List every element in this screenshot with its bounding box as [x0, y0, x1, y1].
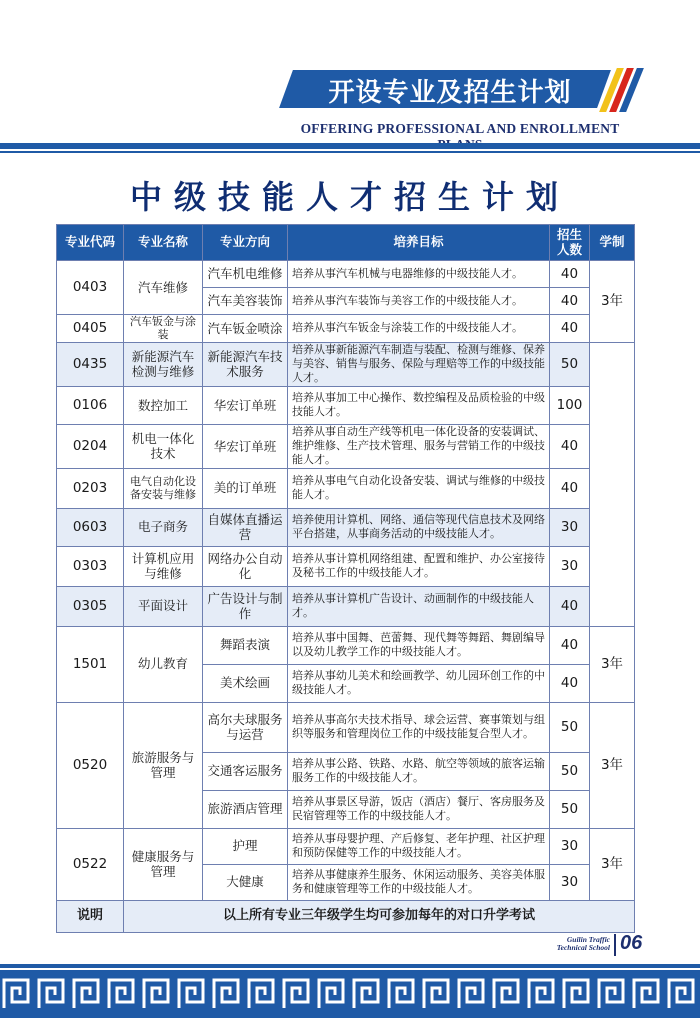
cell-direction: 网络办公自动化 [203, 546, 288, 586]
section-title: 中级技能人才招生计划 [129, 178, 570, 216]
cell-direction: 汽车钣金喷涂 [203, 315, 288, 343]
cell-quota: 40 [550, 288, 590, 315]
cell-code: 0405 [57, 315, 124, 343]
cell-name: 电气自动化设备安装与维修 [124, 468, 203, 508]
cell-quota: 40 [550, 586, 590, 626]
cell-quota: 30 [550, 546, 590, 586]
cell-goal: 培养从事汽车钣金与涂装工作的中级技能人才。 [288, 315, 550, 343]
fret-motif [529, 980, 553, 1008]
footer-school-line1: Guilin Traffic [566, 935, 610, 944]
cell-name: 汽车维修 [124, 261, 203, 315]
cell-code: 0303 [57, 546, 124, 586]
table-row [57, 626, 635, 664]
note-label: 说明 [57, 900, 124, 932]
table-row [57, 315, 635, 343]
page-title: 开设专业及招生计划 [328, 78, 572, 108]
cell-direction: 旅游酒店管理 [203, 790, 288, 828]
table-row [57, 828, 635, 864]
fret-motif [4, 980, 28, 1008]
cell-code: 0603 [57, 508, 124, 546]
cell-goal: 培养从事加工中心操作、数控编程及品质检验的中级技能人才。 [288, 386, 550, 424]
cell-code: 0203 [57, 468, 124, 508]
fret-motif [249, 980, 273, 1008]
note-text: 以上所有专业三年级学生均可参加每年的对口升学考试 [124, 900, 635, 932]
table-row [57, 702, 635, 752]
fret-motif [424, 980, 448, 1008]
table-row [57, 424, 635, 468]
footer-divider [614, 934, 616, 956]
fret-motif [39, 980, 63, 1008]
cell-direction: 交通客运服务 [203, 752, 288, 790]
cell-quota: 40 [550, 315, 590, 343]
header-divider-thin [0, 151, 700, 153]
cell-quota: 50 [550, 790, 590, 828]
cell-direction: 美的订单班 [203, 468, 288, 508]
cell-quota: 40 [550, 468, 590, 508]
table-row [57, 586, 635, 626]
cell-direction: 新能源汽车技术服务 [203, 342, 288, 386]
cell-goal: 培养从事高尔夫技术指导、球会运营、赛事策划与组织等服务和管理岗位工作的中级技能复合型人才。 [288, 702, 550, 752]
enrollment-table [56, 224, 635, 933]
cell-quota: 40 [550, 261, 590, 288]
table-row [57, 546, 635, 586]
footer-school-name [540, 936, 610, 953]
cell-code: 0520 [57, 702, 124, 828]
fret-motif [179, 980, 203, 1008]
cell-code: 1501 [57, 626, 124, 702]
col-header-direction: 专业方向 [203, 225, 288, 261]
table-row [57, 508, 635, 546]
cell-code: 0204 [57, 424, 124, 468]
cell-direction: 汽车美容装饰 [203, 288, 288, 315]
cell-name: 旅游服务与管理 [124, 702, 203, 828]
footer-pattern-band [0, 970, 700, 1018]
col-header-code: 专业代码 [57, 225, 124, 261]
fret-motif [319, 980, 343, 1008]
cell-code: 0522 [57, 828, 124, 900]
fret-motif [354, 980, 378, 1008]
cell-goal: 培养从事新能源汽车制造与装配、检测与维修、保养与美容、销售与服务、保险与理赔等工作的中级技能人才。 [288, 342, 550, 386]
cell-code: 0305 [57, 586, 124, 626]
table-row [57, 386, 635, 424]
cell-code: 0403 [57, 261, 124, 315]
fret-motif [284, 980, 308, 1008]
cell-goal: 培养从事健康养生服务、休闲运动服务、美容美体服务和健康管理等工作的中级技能人才。 [288, 864, 550, 900]
fret-motif [144, 980, 168, 1008]
header-color-stripes [604, 64, 644, 114]
table-header-row [57, 225, 635, 261]
col-header-goal: 培养目标 [288, 225, 550, 261]
cell-name: 数控加工 [124, 386, 203, 424]
table-note-row [57, 900, 635, 932]
cell-goal: 培养从事中国舞、芭蕾舞、现代舞等舞蹈、舞剧编导以及幼儿教学工作的中级技能人才。 [288, 626, 550, 664]
cell-term: 3年 [590, 702, 635, 828]
cell-direction: 高尔夫球服务与运营 [203, 702, 288, 752]
fret-motif [74, 980, 98, 1008]
fret-motif [669, 980, 693, 1008]
table-row [57, 342, 635, 386]
cell-goal: 培养从事幼儿美术和绘画教学、幼儿园环创工作的中级技能人才。 [288, 664, 550, 702]
cell-name: 计算机应用与维修 [124, 546, 203, 586]
cell-code: 0435 [57, 342, 124, 386]
cell-goal: 培养从事自动生产线等机电一体化设备的安装调试、维护维修、生产技术管理、服务与营销工作的中级技能人才。 [288, 424, 550, 468]
cell-quota: 50 [550, 752, 590, 790]
cell-goal: 培养从事计算机广告设计、动画制作的中级技能人才。 [288, 586, 550, 626]
cell-direction: 广告设计与制作 [203, 586, 288, 626]
cell-direction: 护理 [203, 828, 288, 864]
cell-direction: 汽车机电维修 [203, 261, 288, 288]
cell-term: 3年 [590, 828, 635, 900]
fret-motif [564, 980, 588, 1008]
fret-motif [214, 980, 238, 1008]
cell-name: 平面设计 [124, 586, 203, 626]
col-header-name: 专业名称 [124, 225, 203, 261]
cell-quota: 30 [550, 508, 590, 546]
cell-goal: 培养从事公路、铁路、水路、航空等领域的旅客运输服务工作的中级技能人才。 [288, 752, 550, 790]
cell-quota: 100 [550, 386, 590, 424]
fret-motif [389, 980, 413, 1008]
fret-motif [109, 980, 133, 1008]
cell-goal: 培养从事母婴护理、产后修复、老年护理、社区护理和预防保健等工作的中级技能人才。 [288, 828, 550, 864]
cell-quota: 30 [550, 864, 590, 900]
cell-direction: 华宏订单班 [203, 424, 288, 468]
cell-term-empty [590, 342, 635, 626]
fret-motif [494, 980, 518, 1008]
col-header-term: 学制 [590, 225, 635, 261]
cell-name: 幼儿教育 [124, 626, 203, 702]
cell-direction: 华宏订单班 [203, 386, 288, 424]
cell-direction: 大健康 [203, 864, 288, 900]
cell-name: 机电一体化技术 [124, 424, 203, 468]
cell-quota: 40 [550, 664, 590, 702]
cell-name: 健康服务与管理 [124, 828, 203, 900]
cell-direction: 美术绘画 [203, 664, 288, 702]
cell-goal: 培养从事汽车装饰与美容工作的中级技能人才。 [288, 288, 550, 315]
cell-quota: 50 [550, 702, 590, 752]
cell-goal: 培养从事景区导游，饭店（酒店）餐厅、客房服务及民宿管理等工作的中级技能人才。 [288, 790, 550, 828]
cell-direction: 舞蹈表演 [203, 626, 288, 664]
cell-term: 3年 [590, 261, 635, 343]
cell-goal: 培养使用计算机、网络、通信等现代信息技术及网络平台搭建，从事商务活动的中级技能人才。 [288, 508, 550, 546]
cell-goal: 培养从事计算机网络组建、配置和维护、办公室接待及秘书工作的中级技能人才。 [288, 546, 550, 586]
cell-name: 电子商务 [124, 508, 203, 546]
cell-quota: 40 [550, 626, 590, 664]
cell-quota: 30 [550, 828, 590, 864]
page-subtitle: OFFERING PROFESSIONAL AND ENROLLMENT [300, 121, 620, 136]
page-number: 06 [620, 932, 643, 954]
fret-motif [634, 980, 658, 1008]
header-divider [0, 143, 700, 149]
cell-quota: 50 [550, 342, 590, 386]
fret-motif [599, 980, 623, 1008]
cell-goal: 培养从事汽车机械与电器维修的中级技能人才。 [288, 261, 550, 288]
cell-term: 3年 [590, 626, 635, 702]
cell-goal: 培养从事电气自动化设备安装、调试与维修的中级技能人才。 [288, 468, 550, 508]
cell-quota: 40 [550, 424, 590, 468]
col-header-quota: 招生 人数 [550, 225, 590, 261]
cell-code: 0106 [57, 386, 124, 424]
fret-pattern [0, 970, 700, 1018]
footer-school-line2: Technical School [556, 943, 610, 953]
cell-name: 新能源汽车检测与维修 [124, 342, 203, 386]
table-row [57, 261, 635, 288]
footer-rule [0, 964, 700, 968]
cell-direction: 自媒体直播运营 [203, 508, 288, 546]
cell-name: 汽车钣金与涂装 [124, 315, 203, 343]
table-row [57, 468, 635, 508]
fret-motif [459, 980, 483, 1008]
